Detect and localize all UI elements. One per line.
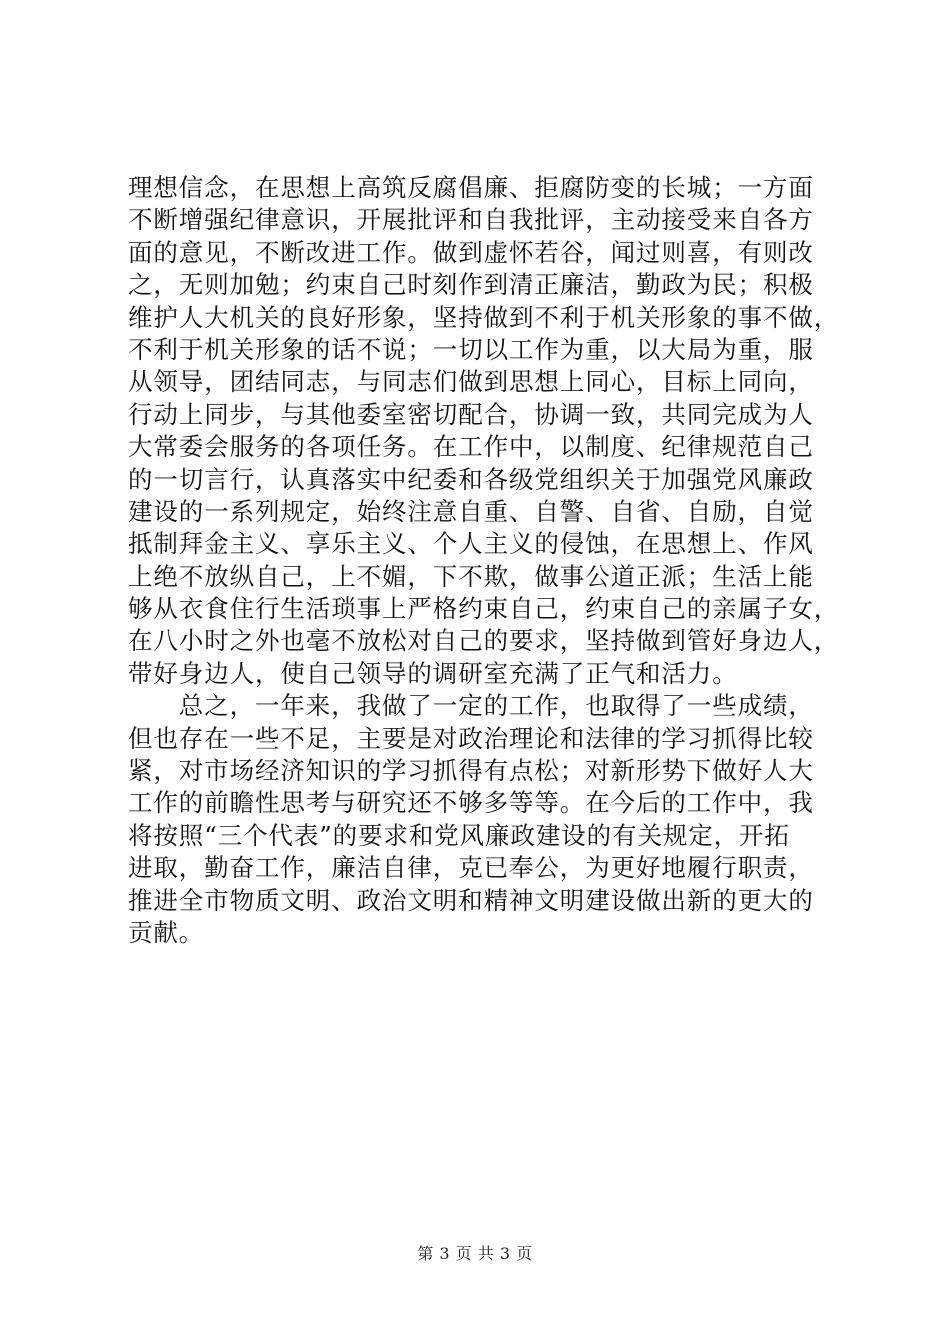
text-line: 将按照“三个代表”的要求和党风廉政建设的有关规定，开拓 [128,820,790,850]
text-line: 但也存在一些不足，主要是对政治理论和法律的学习抓得比较 [128,723,814,753]
text-line: 行动上同步，与其他委室密切配合，协调一致，共同完成为人 [128,399,814,429]
text-line: 在八小时之外也毫不放松对自己的要求，坚持做到管好身边人， [128,626,840,656]
text-line: 面的意见，不断改进工作。做到虚怀若谷，闻过则喜，有则改 [128,237,814,267]
text-line: 贡献。 [128,917,205,947]
text-line: 建设的一系列规定，始终注意自重、自警、自省、自励，自觉 [128,496,814,526]
text-line: 带好身边人，使自己领导的调研室充满了正气和活力。 [128,658,738,688]
text-line: 推进全市物质文明、政治文明和精神文明建设做出新的更大的 [128,885,814,915]
text-line: 紧，对市场经济知识的学习抓得有点松；对新形势下做好人大 [128,756,814,786]
text-line: 抵制拜金主义、享乐主义、个人主义的侵蚀，在思想上、作风 [128,529,814,559]
text-line: 不断增强纪律意识，开展批评和自我批评，主动接受来自各方 [128,205,814,235]
text-line: 上绝不放纵自己，上不媚，下不欺，做事公道正派；生活上能 [128,561,814,591]
text-line: 总之，一年来，我做了一定的工作，也取得了一些成绩， [128,691,814,721]
text-line: 维护人大机关的良好形象，坚持做到不利于机关形象的事不做， [128,302,840,332]
text-line: 不利于机关形象的话不说；一切以工作为重，以大局为重，服 [128,334,814,364]
text-line: 之，无则加勉；约束自己时刻作到清正廉洁，勤政为民；积极 [128,270,814,300]
text-line: 大常委会服务的各项任务。在工作中，以制度、纪律规范自己 [128,432,814,462]
page-number-footer: 第 3 页 共 3 页 [417,1244,533,1263]
text-line: 的一切言行，认真落实中纪委和各级党组织关于加强党风廉政 [128,464,814,494]
text-line: 够从衣食住行生活琐事上严格约束自己，约束自己的亲属子女， [128,594,840,624]
text-line: 工作的前瞻性思考与研究还不够多等等。在今后的工作中，我 [128,788,814,818]
document-body [128,172,848,949]
text-line: 从领导，团结同志，与同志们做到思想上同心，目标上同向， [128,367,814,397]
text-line: 理想信念，在思想上高筑反腐倡廉、拒腐防变的长城；一方面 [128,173,814,202]
text-line: 进取，勤奋工作，廉洁自律，克已奉公，为更好地履行职责， [128,853,814,883]
